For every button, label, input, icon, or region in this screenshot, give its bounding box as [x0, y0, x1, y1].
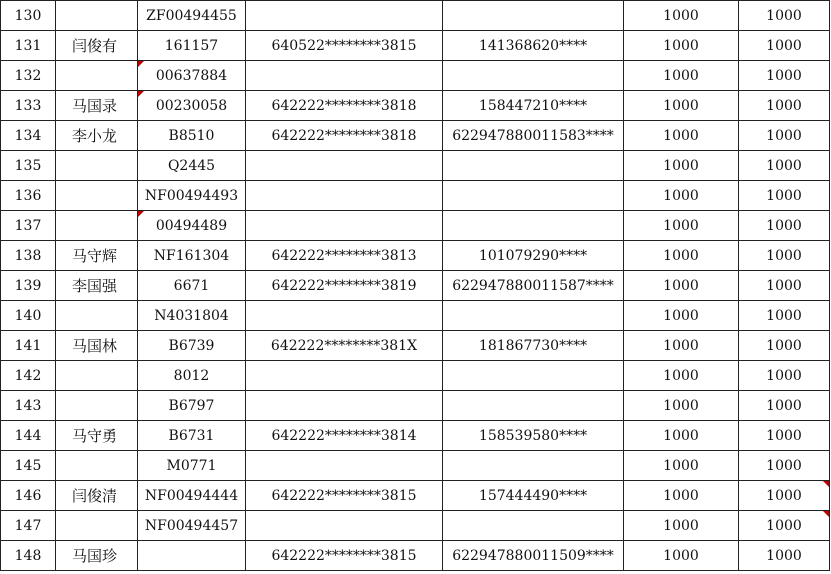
- account-cell[interactable]: 157444490****: [443, 481, 624, 511]
- amount-cell[interactable]: 1000: [624, 271, 739, 301]
- table-row: [1, 91, 830, 121]
- comment-indicator-icon: [823, 481, 829, 487]
- row-number-cell[interactable]: 140: [1, 301, 56, 331]
- name-cell[interactable]: 马守辉: [56, 241, 138, 271]
- code-cell[interactable]: B6797: [138, 391, 246, 421]
- account-cell[interactable]: 101079290****: [443, 241, 624, 271]
- amount-cell[interactable]: 1000: [624, 391, 739, 421]
- account-cell[interactable]: 181867730****: [443, 331, 624, 361]
- id-number-cell[interactable]: 642222********3814: [246, 421, 443, 451]
- code-cell[interactable]: B6731: [138, 421, 246, 451]
- name-cell[interactable]: [56, 361, 138, 391]
- name-cell[interactable]: 马守勇: [56, 421, 138, 451]
- account-cell[interactable]: 622947880011587****: [443, 271, 624, 301]
- account-cell[interactable]: 622947880011509****: [443, 541, 624, 571]
- code-cell[interactable]: B8510: [138, 121, 246, 151]
- table-row: [1, 301, 830, 331]
- row-number-cell[interactable]: 134: [1, 121, 56, 151]
- row-number-cell[interactable]: 141: [1, 331, 56, 361]
- amount-cell[interactable]: 1000: [739, 31, 830, 61]
- id-number-cell[interactable]: [246, 511, 443, 541]
- account-cell[interactable]: [443, 301, 624, 331]
- table-row: [1, 481, 830, 511]
- id-number-cell[interactable]: 642222********3818: [246, 91, 443, 121]
- amount-cell[interactable]: 1000: [624, 481, 739, 511]
- amount-cell[interactable]: 1000: [739, 301, 830, 331]
- id-number-cell[interactable]: [246, 301, 443, 331]
- name-cell[interactable]: [56, 181, 138, 211]
- amount-cell[interactable]: 1000: [624, 421, 739, 451]
- name-cell[interactable]: [56, 391, 138, 421]
- row-number-cell[interactable]: 135: [1, 151, 56, 181]
- name-cell[interactable]: [56, 211, 138, 241]
- name-cell[interactable]: [56, 61, 138, 91]
- amount-cell[interactable]: 1000: [739, 211, 830, 241]
- id-number-cell[interactable]: 642222********3815: [246, 541, 443, 571]
- account-cell[interactable]: [443, 511, 624, 541]
- code-cell[interactable]: 6671: [138, 271, 246, 301]
- amount-cell[interactable]: 1000: [739, 451, 830, 481]
- table-row: [1, 211, 830, 241]
- row-number-cell[interactable]: 139: [1, 271, 56, 301]
- code-cell[interactable]: NF161304: [138, 241, 246, 271]
- id-number-cell[interactable]: 642222********3819: [246, 271, 443, 301]
- name-cell[interactable]: [56, 301, 138, 331]
- amount-cell[interactable]: 1000: [739, 541, 830, 571]
- id-number-cell[interactable]: 642222********3818: [246, 121, 443, 151]
- amount-cell[interactable]: 1000: [739, 61, 830, 91]
- id-number-cell[interactable]: 642222********3815: [246, 481, 443, 511]
- table-row: [1, 541, 830, 571]
- table-row: [1, 181, 830, 211]
- code-cell[interactable]: 00494489: [138, 211, 246, 241]
- row-number-cell[interactable]: 144: [1, 421, 56, 451]
- table-row: [1, 391, 830, 421]
- account-cell[interactable]: [443, 451, 624, 481]
- account-cell[interactable]: [443, 151, 624, 181]
- code-cell[interactable]: ZF00494455: [138, 1, 246, 31]
- amount-cell[interactable]: 1000: [624, 61, 739, 91]
- amount-cell[interactable]: 1000: [739, 151, 830, 181]
- table-row: [1, 331, 830, 361]
- table-row: [1, 241, 830, 271]
- id-number-cell[interactable]: [246, 61, 443, 91]
- amount-cell[interactable]: 1000: [624, 301, 739, 331]
- account-cell[interactable]: [443, 211, 624, 241]
- amount-cell[interactable]: 1000: [624, 91, 739, 121]
- code-cell[interactable]: NF00494457: [138, 511, 246, 541]
- code-cell[interactable]: N4031804: [138, 301, 246, 331]
- amount-cell[interactable]: 1000: [739, 421, 830, 451]
- amount-cell[interactable]: 1000: [624, 211, 739, 241]
- row-number-cell[interactable]: 133: [1, 91, 56, 121]
- table-row: [1, 451, 830, 481]
- id-number-cell[interactable]: 642222********3813: [246, 241, 443, 271]
- comment-indicator-icon: [138, 91, 144, 97]
- id-number-cell[interactable]: 642222********381X: [246, 331, 443, 361]
- code-cell[interactable]: B6739: [138, 331, 246, 361]
- amount-cell[interactable]: 1000: [739, 391, 830, 421]
- code-cell[interactable]: Q2445: [138, 151, 246, 181]
- row-number-cell[interactable]: 130: [1, 1, 56, 31]
- row-number-cell[interactable]: 136: [1, 181, 56, 211]
- row-number-cell[interactable]: 143: [1, 391, 56, 421]
- amount-cell[interactable]: 1000: [624, 451, 739, 481]
- account-cell[interactable]: [443, 181, 624, 211]
- name-cell[interactable]: 李小龙: [56, 121, 138, 151]
- amount-cell[interactable]: 1000: [624, 541, 739, 571]
- table-row: [1, 361, 830, 391]
- table-row: [1, 421, 830, 451]
- name-cell[interactable]: [56, 511, 138, 541]
- code-cell[interactable]: 8012: [138, 361, 246, 391]
- amount-cell[interactable]: 1000: [739, 361, 830, 391]
- name-cell[interactable]: [56, 151, 138, 181]
- account-cell[interactable]: 158539580****: [443, 421, 624, 451]
- table-row: [1, 1, 830, 31]
- amount-cell[interactable]: 1000: [739, 241, 830, 271]
- amount-cell[interactable]: 1000: [739, 511, 830, 541]
- amount-cell[interactable]: 1000: [624, 151, 739, 181]
- row-number-cell[interactable]: 137: [1, 211, 56, 241]
- amount-cell[interactable]: 1000: [624, 121, 739, 151]
- amount-cell[interactable]: 1000: [624, 361, 739, 391]
- row-number-cell[interactable]: 147: [1, 511, 56, 541]
- amount-cell[interactable]: 1000: [624, 31, 739, 61]
- account-cell[interactable]: [443, 361, 624, 391]
- row-number-cell[interactable]: 132: [1, 61, 56, 91]
- amount-cell[interactable]: 1000: [739, 481, 830, 511]
- amount-cell[interactable]: 1000: [739, 121, 830, 151]
- name-cell[interactable]: 李国强: [56, 271, 138, 301]
- name-cell[interactable]: 闫俊有: [56, 31, 138, 61]
- code-cell[interactable]: NF00494444: [138, 481, 246, 511]
- amount-cell[interactable]: 1000: [739, 271, 830, 301]
- account-cell[interactable]: [443, 391, 624, 421]
- row-number-cell[interactable]: 138: [1, 241, 56, 271]
- comment-indicator-icon: [823, 511, 829, 517]
- account-cell[interactable]: 141368620****: [443, 31, 624, 61]
- name-cell[interactable]: 马国录: [56, 91, 138, 121]
- id-number-cell[interactable]: [246, 181, 443, 211]
- id-number-cell[interactable]: [246, 151, 443, 181]
- amount-cell[interactable]: 1000: [739, 331, 830, 361]
- code-cell[interactable]: [138, 541, 246, 571]
- code-cell[interactable]: M0771: [138, 451, 246, 481]
- table-row: [1, 511, 830, 541]
- id-number-cell[interactable]: [246, 211, 443, 241]
- table-row: [1, 61, 830, 91]
- amount-cell[interactable]: 1000: [624, 181, 739, 211]
- table-row: [1, 151, 830, 181]
- account-cell[interactable]: 622947880011583****: [443, 121, 624, 151]
- amount-cell[interactable]: 1000: [739, 181, 830, 211]
- comment-indicator-icon: [138, 211, 144, 217]
- id-number-cell[interactable]: [246, 451, 443, 481]
- code-cell[interactable]: 00637884: [138, 61, 246, 91]
- name-cell[interactable]: 马国珍: [56, 541, 138, 571]
- account-cell[interactable]: 158447210****: [443, 91, 624, 121]
- account-cell[interactable]: [443, 1, 624, 31]
- row-number-cell[interactable]: 131: [1, 31, 56, 61]
- amount-cell[interactable]: 1000: [624, 241, 739, 271]
- amount-cell[interactable]: 1000: [624, 331, 739, 361]
- row-number-cell[interactable]: 146: [1, 481, 56, 511]
- code-cell[interactable]: 00230058: [138, 91, 246, 121]
- row-number-cell[interactable]: 142: [1, 361, 56, 391]
- id-number-cell[interactable]: [246, 391, 443, 421]
- account-cell[interactable]: [443, 61, 624, 91]
- id-number-cell[interactable]: [246, 361, 443, 391]
- id-number-cell[interactable]: [246, 1, 443, 31]
- code-cell[interactable]: NF00494493: [138, 181, 246, 211]
- name-cell[interactable]: [56, 1, 138, 31]
- code-cell[interactable]: 161157: [138, 31, 246, 61]
- row-number-cell[interactable]: 148: [1, 541, 56, 571]
- amount-cell[interactable]: 1000: [624, 1, 739, 31]
- table-row: [1, 121, 830, 151]
- name-cell[interactable]: 闫俊清: [56, 481, 138, 511]
- amount-cell[interactable]: 1000: [739, 91, 830, 121]
- table-body: [1, 1, 830, 571]
- name-cell[interactable]: 马国林: [56, 331, 138, 361]
- name-cell[interactable]: [56, 451, 138, 481]
- table-row: [1, 271, 830, 301]
- row-number-cell[interactable]: 145: [1, 451, 56, 481]
- amount-cell[interactable]: 1000: [739, 1, 830, 31]
- comment-indicator-icon: [138, 61, 144, 67]
- amount-cell[interactable]: 1000: [624, 511, 739, 541]
- table-row: [1, 31, 830, 61]
- id-number-cell[interactable]: 640522********3815: [246, 31, 443, 61]
